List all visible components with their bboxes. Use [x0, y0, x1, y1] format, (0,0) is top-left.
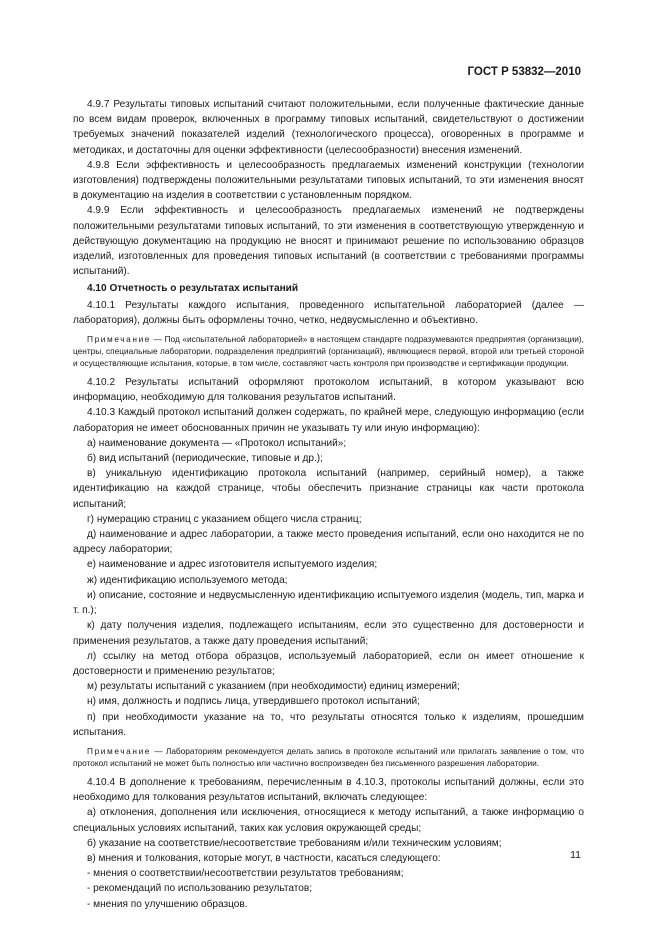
- clause-4-10-1: 4.10.1 Результаты каждого испытания, проведенного испытательной лабораторией (далее — лаборатория), должны быть оформлены точно, четко, недвусмысленно и объективно.: [73, 299, 584, 326]
- clause-4-10-2: 4.10.2 Результаты испытаний оформляют протоколом испытаний, в котором указывают всю информацию, необходимую для толкования результатов испытаний.: [73, 377, 584, 404]
- list-item: п) при необходимости указание на то, что результаты относятся только к изделиям, прошедшим испытания.: [73, 711, 584, 738]
- list-item: м) результаты испытаний с указанием (при необходимости) единиц измерений;: [87, 681, 460, 693]
- dash-item: - рекомендаций по использованию результатов;: [87, 883, 313, 895]
- list-item: н) имя, должность и подпись лица, утвердившего протокол испытаний;: [87, 696, 420, 708]
- document-header: ГОСТ Р 53832—2010: [467, 66, 581, 78]
- page-number: 11: [570, 849, 581, 861]
- note-text: — Под «испытательной лабораторией» в настоящем стандарте подразумеваются предприятия (организации), центры, специальные лаборатории, подразделения предприятий (организаций), являющиеся первой, второй или третьей стороной и осуществляющие испытания, которые, в том числе, составляют часть контроля при производстве и сертификации продукции.: [73, 334, 584, 369]
- clause-4-9-7: 4.9.7 Результаты типовых испытаний считают положительными, если полученные фактические данные по всем видам проверок, включенных в программу типовых испытаний, свидетельствуют о достижении требуемых значений показателей изделий (технологического процесса), оговоренных в программе и методиках, и достаточны для оценки эффективности (целесообразности) внесения изменений.: [73, 99, 584, 156]
- list-item: е) наименование и адрес изготовителя испытуемого изделия;: [87, 559, 378, 571]
- note-2: [73, 745, 584, 769]
- list-item: в) уникальную идентификацию протокола испытаний (например, серийный номер), а также идентификацию на каждой странице, чтобы обеспечить признание страницы как части протокола испытаний;: [73, 468, 584, 510]
- list-item: а) отклонения, дополнения или исключения, относящиеся к методу испытаний, а также информацию о специальных условиях испытаний, таких как условия окружающей среды;: [73, 807, 584, 834]
- clause-4-10-3: 4.10.3 Каждый протокол испытаний должен содержать, по крайней мере, следующую информацию (если лаборатория не имеет обоснованных причин не указывать ту или иную информацию):: [73, 407, 584, 434]
- list-item: к) дату получения изделия, подлежащего испытаниям, если это существенно для достоверности и применения результатов, а также дату проведения испытаний;: [73, 620, 584, 647]
- list-item: б) указание на соответствие/несоответствие требованиям и/или техническим условиям;: [87, 837, 502, 849]
- list-item: в) мнения и толкования, которые могут, в частности, касаться следующего:: [87, 852, 441, 864]
- note-text: — Лабораториям рекомендуется делать запись в протоколе испытаний или прилагать заявление о том, что протокол испытаний не может быть полностью или частично воспроизведен без письменного разрешения лаборатории.: [73, 745, 584, 768]
- list-item: ж) идентификацию используемого метода;: [87, 574, 288, 586]
- note-label: Примечание: [87, 334, 152, 345]
- list-item: б) вид испытаний (периодические, типовые и др.);: [87, 453, 323, 465]
- list-item: а) наименование документа — «Протокол испытаний»;: [87, 437, 347, 449]
- document-body: [73, 97, 584, 912]
- note-1: [73, 333, 584, 369]
- note-label: Примечание: [87, 745, 152, 756]
- list-item: л) ссылку на метод отбора образцов, используемый лабораторией, если он имеет отношение к достоверности и применению результатов;: [73, 650, 584, 677]
- list-item: г) нумерацию страниц с указанием общего числа страниц;: [87, 513, 362, 525]
- clause-4-9-9: 4.9.9 Если эффективность и целесообразность предлагаемых изменений не подтверждены положительными результатами типовых испытаний, то эти изменения в соответствующую утвержденную и действующую документацию на продукцию не вносят и принимают решение по использованию образцов изделий, изготовленных для проведения типовых испытаний (в соответствии с требованиями программы испытаний).: [73, 205, 584, 278]
- clause-4-10-4: 4.10.4 В дополнение к требованиям, перечисленным в 4.10.3, протоколы испытаний должны, если это необходимо для толкования результатов испытаний, включать следующее:: [73, 776, 584, 804]
- dash-item: - мнения о соответствии/несоответствии результатов требованиям;: [87, 868, 404, 880]
- list-item: и) описание, состояние и недвусмысленную идентификацию испытуемого изделия (модель, тип, марка и т. п.);: [73, 589, 584, 617]
- clause-4-9-8: 4.9.8 Если эффективность и целесообразность предлагаемых изменений конструкции (технологии изготовления) подтверждены положительными результатами типовых испытаний, то эти изменения вносят в документацию на изделия в соответствии с установленным порядком.: [73, 159, 584, 202]
- section-heading-4-10: 4.10 Отчетность о результатах испытаний: [87, 283, 299, 295]
- list-item: д) наименование и адрес лаборатории, а также место проведения испытаний, если оно находится не по адресу лаборатории;: [73, 529, 584, 556]
- dash-item: - мнения по улучшению образцов.: [87, 898, 248, 910]
